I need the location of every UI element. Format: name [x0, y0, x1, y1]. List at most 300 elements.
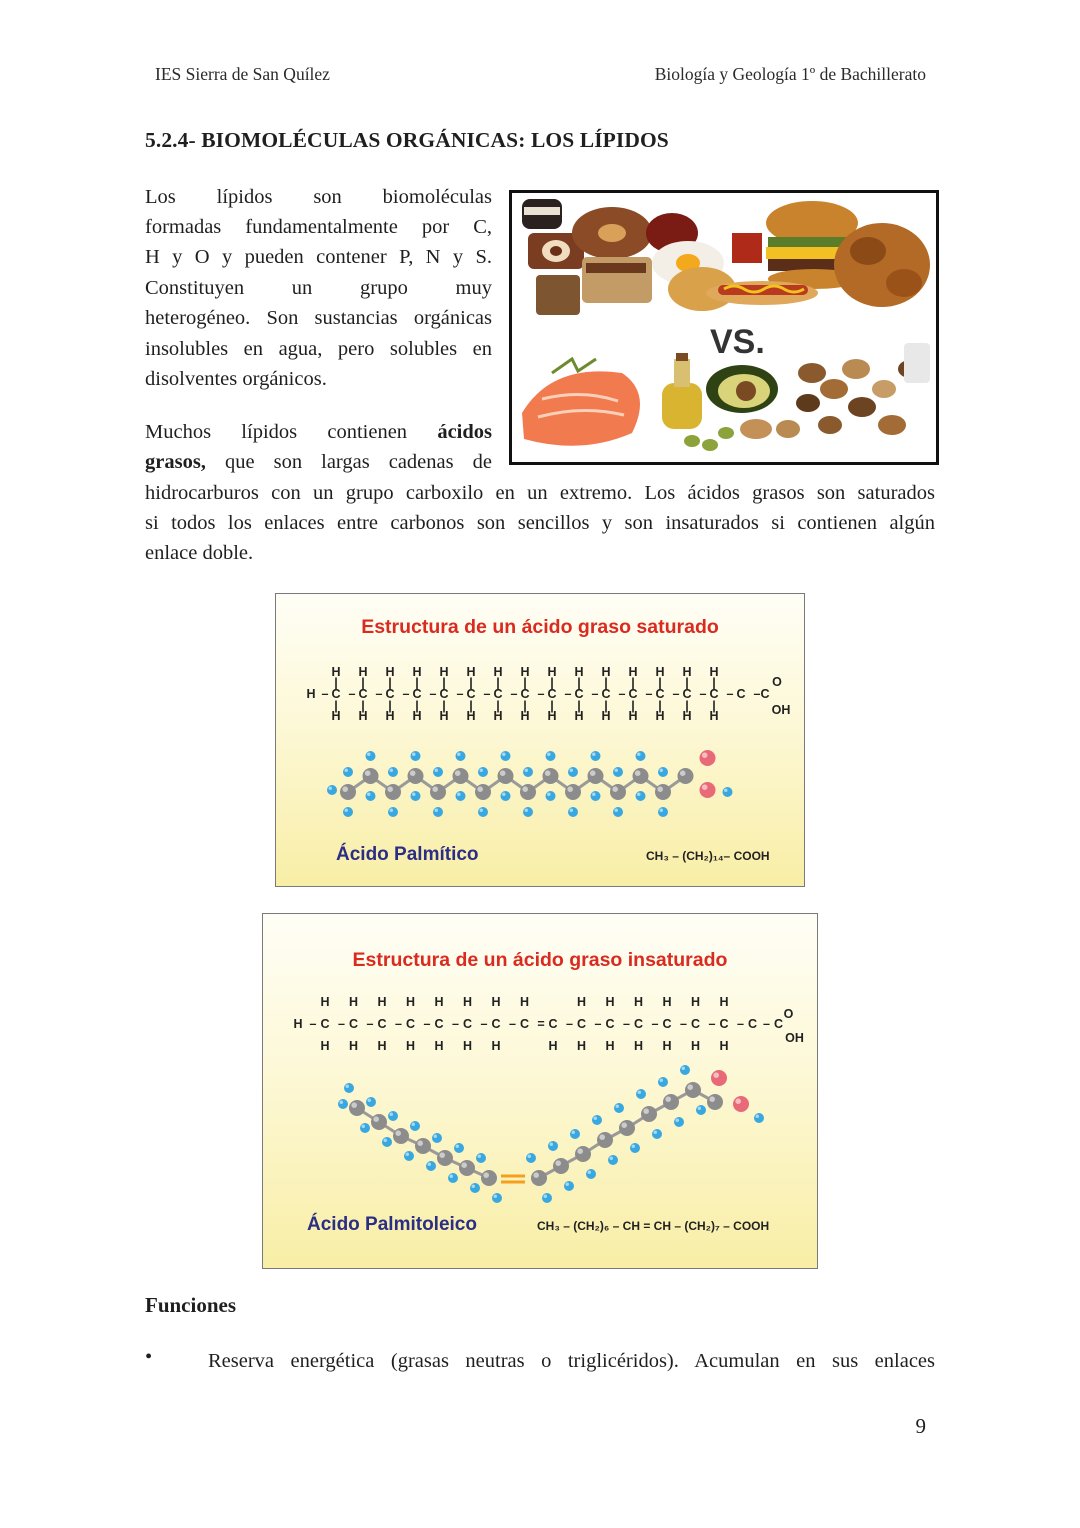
carbon-atom-highlight [545, 770, 551, 776]
intro-line: Constituyen un grupo muy [145, 277, 492, 299]
struct-h-atom: H [385, 709, 395, 723]
hydrogen-atom [432, 1133, 442, 1143]
struct-h-atom: H [491, 995, 501, 1009]
hydrogen-atom-highlight [660, 769, 664, 773]
struct-c-atom: C [773, 1017, 784, 1031]
hydrogen-atom-highlight [428, 1163, 432, 1167]
hydrogen-atom-highlight [528, 1155, 532, 1159]
hydrogen-atom [613, 807, 623, 817]
struct-bond: | [469, 699, 473, 713]
struct-c-atom: C [520, 687, 530, 701]
carbon-atom-highlight [555, 1160, 561, 1166]
struct-h-atom: H [709, 665, 719, 679]
hydrogen-atom-highlight [362, 1125, 366, 1129]
hydrogen-atom [658, 767, 668, 777]
struct-bond: – [737, 1017, 744, 1031]
oxygen-atom [700, 782, 716, 798]
struct-h-atom: H [548, 1039, 558, 1053]
struct-bond: – [537, 687, 545, 701]
struct-c-atom: C [466, 687, 476, 701]
hydrogen-atom-highlight [456, 1145, 460, 1149]
carbon-atom [363, 768, 379, 784]
hydrogen-atom-highlight [412, 1123, 416, 1127]
struct-bond: | [523, 676, 527, 690]
struct-c-atom: C [434, 1017, 444, 1031]
struct-bond: | [550, 699, 554, 713]
hydrogen-atom-highlight [570, 769, 574, 773]
struct-h-atom: H [690, 1039, 701, 1053]
fatty-line [145, 417, 492, 448]
struct-h-atom: H [466, 665, 476, 679]
hydrogen-atom [658, 807, 668, 817]
struct-h-atom: H [412, 709, 422, 723]
struct-h-atom: H [605, 995, 615, 1009]
carbon-atom [408, 768, 424, 784]
hydrogen-atom [658, 1077, 668, 1087]
struct-bond: – [429, 687, 437, 701]
struct-c-atom: C [548, 1017, 558, 1031]
hydrogen-atom [501, 791, 511, 801]
struct-h-atom: H [358, 665, 368, 679]
carbon-atom-highlight [387, 786, 393, 792]
struct-bond: – [594, 1017, 602, 1031]
intro-line: heterogéneo. Son sustancias orgánicas [145, 307, 492, 329]
struct-c-atom: C [412, 687, 422, 701]
struct-h-atom: H [547, 709, 557, 723]
struct-bond: – [509, 1017, 516, 1031]
hydrogen-atom-highlight [615, 809, 619, 813]
struct-c-atom: C [736, 687, 746, 701]
struct-bond: – [480, 1017, 488, 1031]
struct-bond: – [321, 687, 329, 701]
hydrogen-atom [591, 791, 601, 801]
struct-bond: – [591, 687, 599, 701]
carbon-atom [459, 1160, 475, 1176]
hydrogen-atom [548, 1141, 558, 1151]
hydrogen-atom [546, 791, 556, 801]
carbon-atom [371, 1114, 387, 1130]
hydrogen-atom-highlight [390, 809, 394, 813]
struct-bond: | [658, 699, 662, 713]
struct-bond: – [672, 687, 680, 701]
hydrogen-atom [476, 1153, 486, 1163]
carbon-atom [597, 1132, 613, 1148]
hydrogen-atom [343, 807, 353, 817]
struct-bond: – [395, 1017, 402, 1031]
fatty-line1-text: Muchos lípidos contienen [145, 421, 438, 443]
struct-h-atom: H [574, 709, 584, 723]
struct-h-atom: H [348, 1039, 359, 1053]
oxygen-atom [733, 1096, 749, 1112]
hydrogen-atom-highlight [547, 753, 551, 757]
hydrogen-atom-highlight [660, 809, 664, 813]
carbon-atom [685, 1082, 701, 1098]
struct-h-atom: H [574, 665, 584, 679]
struct-bond: | [442, 699, 446, 713]
hydrogen-atom-highlight [450, 1175, 454, 1179]
carbon-atom-highlight [665, 1096, 671, 1102]
struct-c-atom: C [682, 687, 692, 701]
struct-bond: | [604, 676, 608, 690]
hydrogen-atom-highlight [594, 1117, 598, 1121]
hydrogen-atom [454, 1143, 464, 1153]
vs-label: VS. [710, 323, 765, 361]
bullet-marker: • [145, 1346, 153, 1368]
unsaturated-panel-title: Estructura de un ácido graso insaturado [352, 949, 728, 971]
carbon-atom-highlight [477, 786, 483, 792]
carbon-atom-highlight [612, 786, 618, 792]
hydrogen-atom-highlight [329, 787, 333, 791]
struct-h-atom: H [462, 995, 473, 1009]
unhealthy-foods-group [522, 199, 930, 315]
header-school: IES Sierra de San Quílez [155, 64, 330, 84]
hydrogen-atom [542, 1193, 552, 1203]
hydrogen-atom [343, 767, 353, 777]
carbon-atom-highlight [455, 770, 461, 776]
hydrogen-atom [456, 791, 466, 801]
carbon-atom [481, 1170, 497, 1186]
struct-bond: – [423, 1017, 431, 1031]
struct-h-atom: H [519, 995, 530, 1009]
carbon-atom [633, 768, 649, 784]
hydrogen-atom [570, 1129, 580, 1139]
fatty-term-acidos: ácidos [437, 421, 492, 443]
fatty-line: si todos los enlaces entre carbonos son sencillos y son insaturados si contienen algún [145, 512, 935, 534]
carbon-atom-highlight [373, 1116, 379, 1122]
hydrogen-atom [674, 1117, 684, 1127]
struct-bond: – [651, 1017, 659, 1031]
hydrogen-atom-highlight [340, 1101, 344, 1105]
saturated-acid-formula: CH₃ – (CH₂)₁₄– COOH [646, 849, 770, 863]
struct-bond: – [680, 1017, 687, 1031]
hydrogen-atom [546, 751, 556, 761]
hydrogen-atom-highlight [480, 769, 484, 773]
struct-bond: | [658, 676, 662, 690]
struct-bond: – [452, 1017, 459, 1031]
hydrogen-atom-highlight [592, 793, 596, 797]
carbon-atom [415, 1138, 431, 1154]
hydrogen-atom [388, 1111, 398, 1121]
carbon-atom [531, 1170, 547, 1186]
hydrogen-atom [592, 1115, 602, 1125]
oxygen-atom-highlight [713, 1072, 719, 1078]
hydrogen-atom-highlight [525, 809, 529, 813]
hydrogen-atom-highlight [480, 809, 484, 813]
struct-o-atom: O [783, 1007, 794, 1021]
hydrogen-atom [501, 751, 511, 761]
struct-h-atom: H [628, 709, 638, 723]
hydrogen-atom-highlight [544, 1195, 548, 1199]
struct-h-atom: H [633, 995, 644, 1009]
hydrogen-atom-highlight [570, 809, 574, 813]
struct-c-atom: C [405, 1017, 416, 1031]
struct-h-atom: H [605, 1039, 615, 1053]
carbon-atom [520, 784, 536, 800]
struct-c-atom: C [760, 687, 770, 701]
hydrogen-atom-highlight [502, 753, 506, 757]
struct-h-atom: H [662, 1039, 672, 1053]
hydrogen-atom-highlight [756, 1115, 760, 1119]
struct-c-atom: C [547, 687, 557, 701]
header-course: Biología y Geología 1º de Bachillerato [654, 64, 926, 84]
page-number: 9 [915, 1414, 926, 1438]
struct-h-atom: H [690, 995, 701, 1009]
carbon-atom [678, 768, 694, 784]
struct-bond: | [334, 676, 338, 690]
hydrogen-atom-highlight [345, 769, 349, 773]
struct-bond: – [645, 687, 653, 701]
hydrogen-atom [630, 1143, 640, 1153]
struct-bond: | [712, 676, 716, 690]
struct-bond: – [375, 687, 383, 701]
struct-bond: = [537, 1017, 545, 1031]
struct-c-atom: C [709, 687, 719, 701]
hydrogen-atom [388, 807, 398, 817]
carbon-atom [498, 768, 514, 784]
struct-h-atom: H [358, 709, 368, 723]
hydrogen-atom-highlight [616, 1105, 620, 1109]
carbon-atom-highlight [687, 1084, 693, 1090]
struct-h-atom: H [412, 665, 422, 679]
hydrogen-atom [366, 791, 376, 801]
struct-h-atom: H [682, 665, 692, 679]
struct-c-atom: C [519, 1017, 530, 1031]
struct-h-atom: H [434, 1039, 444, 1053]
carbon-atom-highlight [439, 1152, 445, 1158]
carbon-atom-highlight [483, 1172, 489, 1178]
struct-h-atom: H [601, 665, 611, 679]
hydrogen-atom [404, 1151, 414, 1161]
function-item: Reserva energética (grasas neutras o triglicéridos). Acumulan en sus enlaces [208, 1350, 935, 1372]
carbon-atom-highlight [410, 770, 416, 776]
struct-h-atom: H [320, 995, 330, 1009]
hydrogen-atom-highlight [368, 1099, 372, 1103]
hydrogen-atom-highlight [406, 1153, 410, 1157]
hydrogen-atom-highlight [572, 1131, 576, 1135]
hydrogen-atom-highlight [638, 1091, 642, 1095]
carbon-atom [707, 1094, 723, 1110]
unsaturated-fatty-acid-panel [262, 913, 818, 1269]
hydrogen-atom [448, 1173, 458, 1183]
struct-h-atom: H [719, 995, 729, 1009]
hydrogen-atom-highlight [412, 793, 416, 797]
struct-bond: – [566, 1017, 573, 1031]
struct-h-atom: H [576, 1039, 587, 1053]
hydrogen-atom [433, 767, 443, 777]
struct-c-atom: C [462, 1017, 473, 1031]
carbon-atom [641, 1106, 657, 1122]
carbon-atom [565, 784, 581, 800]
struct-bond: – [456, 687, 464, 701]
carbon-atom [385, 784, 401, 800]
struct-h-atom: H [628, 665, 638, 679]
hydrogen-atom-highlight [390, 769, 394, 773]
struct-bond: | [577, 699, 581, 713]
struct-h-atom: H [719, 1039, 729, 1053]
carbon-atom [663, 1094, 679, 1110]
struct-bond: | [577, 676, 581, 690]
saturated-structure-diagram [276, 594, 804, 886]
struct-bond: | [685, 699, 689, 713]
hydrogen-atom [382, 1137, 392, 1147]
struct-c-atom: C [655, 687, 665, 701]
hydrogen-atom [636, 751, 646, 761]
hydrogen-atom [591, 751, 601, 761]
hydrogen-atom-highlight [547, 793, 551, 797]
hydrogen-atom [636, 791, 646, 801]
carbon-atom [430, 784, 446, 800]
struct-c-atom: C [493, 687, 503, 701]
hydrogen-atom [492, 1193, 502, 1203]
carbon-atom-highlight [621, 1122, 627, 1128]
intro-line: H y O y pueden contener P, N y S. [145, 246, 492, 268]
struct-h-atom: H [377, 995, 387, 1009]
hydrogen-atom [586, 1169, 596, 1179]
carbon-atom [543, 768, 559, 784]
struct-h-atom: H [320, 1039, 330, 1053]
hydrogen-atom [723, 787, 733, 797]
hydrogen-atom-highlight [435, 769, 439, 773]
struct-bond: – [623, 1017, 630, 1031]
hydrogen-atom-highlight [698, 1107, 702, 1111]
hydrogen-atom-highlight [502, 793, 506, 797]
hydrogen-atom-highlight [637, 793, 641, 797]
oxygen-atom-highlight [702, 784, 708, 790]
struct-bond: – [763, 1017, 770, 1031]
struct-h-atom: H [493, 665, 503, 679]
struct-c-atom: C [576, 1017, 587, 1031]
struct-c-atom: C [719, 1017, 729, 1031]
struct-bond: | [604, 699, 608, 713]
struct-h-atom: H [633, 1039, 644, 1053]
hydrogen-atom-highlight [457, 753, 461, 757]
carbon-atom [340, 784, 356, 800]
hydrogen-atom-highlight [610, 1157, 614, 1161]
struct-oh-group: OH [771, 703, 791, 717]
struct-bond: – [564, 687, 572, 701]
food-illustration [512, 193, 936, 462]
carbon-atom-highlight [709, 1096, 715, 1102]
struct-bond: – [618, 687, 626, 701]
hydrogen-atom [564, 1181, 574, 1191]
struct-h-atom: H [331, 665, 341, 679]
struct-bond: – [348, 687, 356, 701]
struct-bond: – [366, 1017, 374, 1031]
struct-h-atom: H [709, 709, 719, 723]
oxygen-atom [700, 750, 716, 766]
hydrogen-atom-highlight [345, 809, 349, 813]
struct-bond: | [442, 676, 446, 690]
struct-h-atom: H [405, 995, 416, 1009]
oxygen-atom-highlight [735, 1098, 741, 1104]
carbon-atom-highlight [417, 1140, 423, 1146]
struct-bond: – [309, 1017, 317, 1031]
unsaturated-acid-name: Ácido Palmitoleico [307, 1214, 477, 1235]
carbon-atom [349, 1100, 365, 1116]
hydrogen-atom [680, 1065, 690, 1075]
carbon-atom-highlight [533, 1172, 539, 1178]
hydrogen-atom [411, 791, 421, 801]
carbon-atom-highlight [567, 786, 573, 792]
hydrogen-atom-highlight [435, 809, 439, 813]
fatty-line2-text: que son largas cadenas de [205, 451, 492, 473]
hydrogen-atom [568, 767, 578, 777]
hydrogen-atom-highlight [682, 1067, 686, 1071]
carbon-atom [619, 1120, 635, 1136]
carbon-atom-highlight [351, 1102, 357, 1108]
fatty-line [145, 447, 492, 478]
saturated-acid-name: Ácido Palmítico [336, 844, 479, 865]
struct-c-atom: C [320, 1017, 330, 1031]
struct-bond: | [334, 699, 338, 713]
struct-h-atom: H [348, 995, 359, 1009]
struct-h-atom: H [601, 709, 611, 723]
hydrogen-atom-highlight [525, 769, 529, 773]
struct-h-atom: H [655, 665, 665, 679]
carbon-atom-highlight [365, 770, 371, 776]
struct-bond: – [699, 687, 707, 701]
hydrogen-atom-highlight [632, 1145, 636, 1149]
struct-bond: | [712, 699, 716, 713]
hydrogen-atom [523, 807, 533, 817]
struct-bond: – [483, 687, 491, 701]
struct-c-atom: C [633, 1017, 644, 1031]
struct-c-atom: C [662, 1017, 672, 1031]
hydrogen-atom [608, 1155, 618, 1165]
hydrogen-atom [360, 1123, 370, 1133]
hydrogen-atom [613, 767, 623, 777]
fatty-line: hidrocarburos con un grupo carboxilo en un extremo. Los ácidos grasos son saturados [145, 482, 935, 504]
struct-bond: | [496, 676, 500, 690]
hydrogen-atom [344, 1083, 354, 1093]
carbon-atom [437, 1150, 453, 1166]
hydrogen-atom-highlight [566, 1183, 570, 1187]
carbon-atom-highlight [395, 1130, 401, 1136]
hydrogen-atom [652, 1129, 662, 1139]
struct-bond: – [708, 1017, 716, 1031]
struct-h-atom: H [576, 995, 587, 1009]
struct-oh-group: OH [785, 1031, 804, 1045]
hydrogen-atom-highlight [390, 1113, 394, 1117]
carbon-atom-highlight [500, 770, 506, 776]
struct-bond: | [550, 676, 554, 690]
intro-line: insolubles en agua, pero solubles en [145, 338, 492, 360]
hydrogen-atom [478, 767, 488, 777]
food-comparison-image [509, 190, 939, 465]
fatty-line: enlace doble. [145, 542, 254, 564]
functions-heading: Funciones [145, 1293, 237, 1317]
struct-c-atom: C [690, 1017, 701, 1031]
carbon-atom-highlight [577, 1148, 583, 1154]
hydrogen-atom-highlight [550, 1143, 554, 1147]
carbon-atom [588, 768, 604, 784]
carbon-atom-highlight [680, 770, 686, 776]
struct-h-atom: H [306, 687, 316, 701]
struct-c-atom: C [358, 687, 368, 701]
hydrogen-atom-highlight [367, 753, 371, 757]
carbon-atom-highlight [461, 1162, 467, 1168]
hydrogen-atom [470, 1183, 480, 1193]
intro-line: formadas fundamentalmente por C, [145, 216, 492, 238]
struct-bond: – [402, 687, 410, 701]
struct-c-atom: C [348, 1017, 359, 1031]
carbon-atom-highlight [590, 770, 596, 776]
struct-h-atom: H [520, 709, 530, 723]
struct-c-atom: C [385, 687, 395, 701]
struct-h-atom: H [520, 665, 530, 679]
hydrogen-atom-highlight [592, 753, 596, 757]
struct-c-atom: C [747, 1017, 758, 1031]
